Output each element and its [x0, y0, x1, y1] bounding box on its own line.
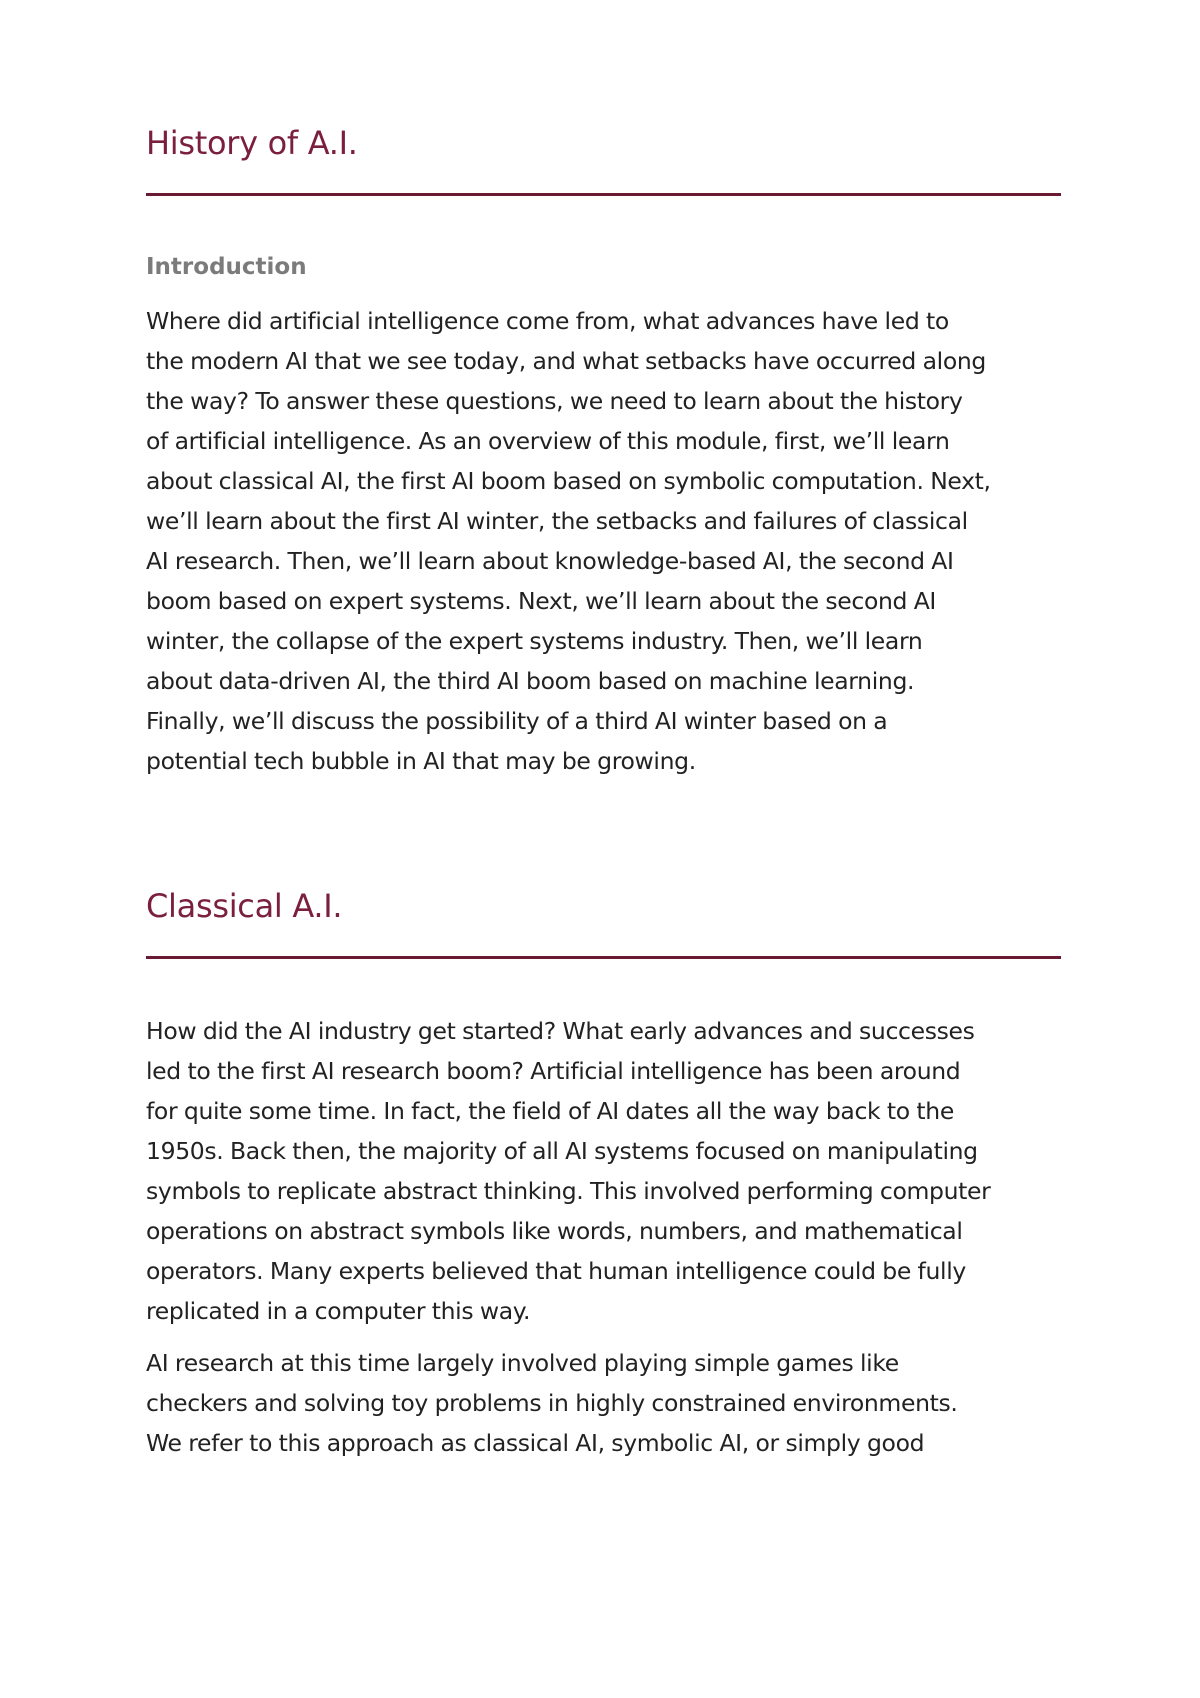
text-line: operations on abstract symbols like words, numbers, and mathematical	[146, 1217, 963, 1245]
text-line: potential tech bubble in AI that may be growing.	[146, 747, 696, 775]
text-line: We refer to this approach as classical AI, symbolic AI, or simply good	[146, 1429, 925, 1457]
text-line: the modern AI that we see today, and what setbacks have occurred along	[146, 347, 986, 375]
section-divider	[146, 956, 1061, 959]
text-line: 1950s. Back then, the majority of all AI systems focused on manipulating	[146, 1137, 978, 1165]
text-line: Finally, we’ll discuss the possibility of a third AI winter based on a	[146, 707, 888, 735]
text-line: boom based on expert systems. Next, we’ll learn about the second AI	[146, 587, 937, 615]
text-line: Where did artificial intelligence come from, what advances have led to	[146, 307, 949, 335]
section-title-history: History of A.I.	[146, 124, 358, 162]
section-title-classical: Classical A.I.	[146, 887, 343, 925]
text-line: we’ll learn about the first AI winter, the setbacks and failures of classical	[146, 507, 968, 535]
text-line: about data-driven AI, the third AI boom based on machine learning.	[146, 667, 915, 695]
text-line: the way? To answer these questions, we need to learn about the history	[146, 387, 963, 415]
text-line: checkers and solving toy problems in highly constrained environments.	[146, 1389, 958, 1417]
text-line: replicated in a computer this way.	[146, 1297, 531, 1325]
classical-paragraph-2	[146, 1343, 1061, 1463]
text-line: AI research. Then, we’ll learn about knowledge-based AI, the second AI	[146, 547, 954, 575]
classical-paragraph-1	[146, 1011, 1061, 1331]
text-line: symbols to replicate abstract thinking. This involved performing computer	[146, 1177, 991, 1205]
text-line: led to the first AI research boom? Artificial intelligence has been around	[146, 1057, 961, 1085]
text-line: for quite some time. In fact, the field of AI dates all the way back to the	[146, 1097, 954, 1125]
text-line: AI research at this time largely involved playing simple games like	[146, 1349, 899, 1377]
text-line: of artificial intelligence. As an overview of this module, first, we’ll learn	[146, 427, 950, 455]
text-line: operators. Many experts believed that human intelligence could be fully	[146, 1257, 966, 1285]
text-line: How did the AI industry get started? What early advances and successes	[146, 1017, 975, 1045]
text-line: winter, the collapse of the expert systems industry. Then, we’ll learn	[146, 627, 923, 655]
text-line: about classical AI, the first AI boom based on symbolic computation. Next,	[146, 467, 991, 495]
section-divider	[146, 193, 1061, 196]
intro-paragraph	[146, 301, 1061, 781]
subheading-introduction: Introduction	[146, 254, 307, 280]
